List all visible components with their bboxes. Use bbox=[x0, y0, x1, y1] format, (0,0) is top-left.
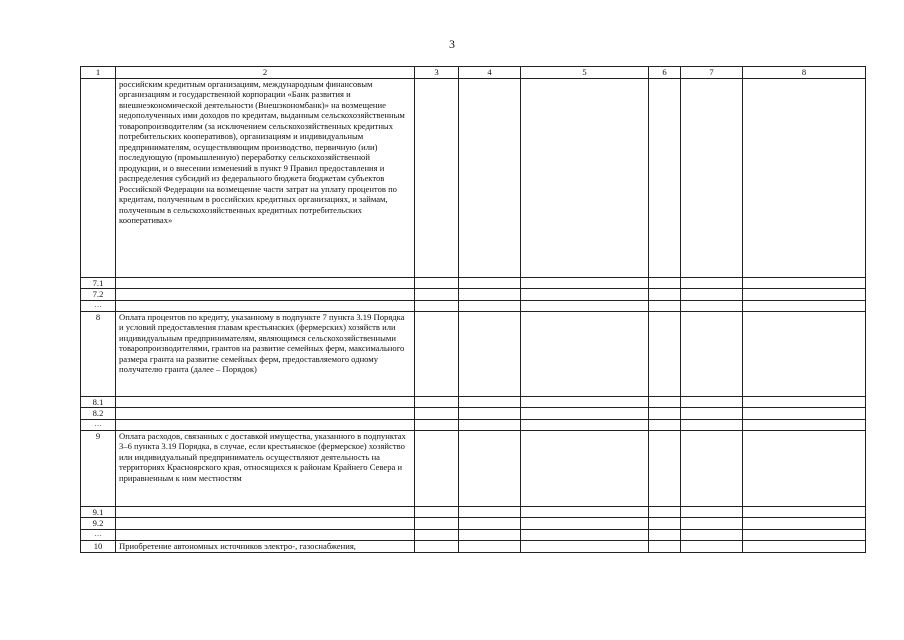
empty-cell-col-7 bbox=[681, 540, 743, 552]
empty-cell-col-5 bbox=[521, 277, 649, 289]
empty-cell-col-3 bbox=[415, 277, 459, 289]
empty-cell-col-8 bbox=[743, 78, 866, 277]
column-header-1: 1 bbox=[81, 67, 116, 79]
empty-cell-col-7 bbox=[681, 300, 743, 311]
empty-cell-col-7 bbox=[681, 518, 743, 530]
empty-cell-col-5 bbox=[521, 529, 649, 540]
row-text-cell bbox=[116, 300, 415, 311]
column-header-7: 7 bbox=[681, 67, 743, 79]
row-number-cell: 8 bbox=[81, 311, 116, 396]
column-header-6: 6 bbox=[649, 67, 681, 79]
empty-cell-col-8 bbox=[743, 300, 866, 311]
table-row bbox=[81, 277, 866, 289]
empty-cell-col-8 bbox=[743, 529, 866, 540]
table-row bbox=[81, 311, 866, 396]
empty-cell-col-4 bbox=[459, 506, 521, 518]
empty-cell-col-3 bbox=[415, 540, 459, 552]
row-number-cell: … bbox=[81, 419, 116, 430]
empty-cell-col-7 bbox=[681, 289, 743, 301]
row-text-cell bbox=[116, 396, 415, 408]
row-text-cell: Приобретение автономных источников электро-, газоснабжения, bbox=[116, 540, 415, 552]
empty-cell-col-5 bbox=[521, 396, 649, 408]
empty-cell-col-8 bbox=[743, 430, 866, 506]
empty-cell-col-3 bbox=[415, 78, 459, 277]
empty-cell-col-7 bbox=[681, 78, 743, 277]
empty-cell-col-4 bbox=[459, 529, 521, 540]
empty-cell-col-6 bbox=[649, 311, 681, 396]
empty-cell-col-6 bbox=[649, 78, 681, 277]
empty-cell-col-4 bbox=[459, 289, 521, 301]
row-number-cell: 8.2 bbox=[81, 408, 116, 420]
empty-cell-col-3 bbox=[415, 419, 459, 430]
row-text-cell bbox=[116, 277, 415, 289]
empty-cell-col-3 bbox=[415, 289, 459, 301]
table-row bbox=[81, 430, 866, 506]
row-text-cell bbox=[116, 529, 415, 540]
column-header-4: 4 bbox=[459, 67, 521, 79]
row-text-cell bbox=[116, 408, 415, 420]
table-row bbox=[81, 408, 866, 420]
empty-cell-col-7 bbox=[681, 311, 743, 396]
row-number-cell: 9 bbox=[81, 430, 116, 506]
empty-cell-col-8 bbox=[743, 408, 866, 420]
empty-cell-col-6 bbox=[649, 277, 681, 289]
empty-cell-col-7 bbox=[681, 408, 743, 420]
row-text-cell bbox=[116, 419, 415, 430]
empty-cell-col-7 bbox=[681, 277, 743, 289]
empty-cell-col-5 bbox=[521, 311, 649, 396]
empty-cell-col-3 bbox=[415, 506, 459, 518]
empty-cell-col-5 bbox=[521, 78, 649, 277]
empty-cell-col-7 bbox=[681, 430, 743, 506]
empty-cell-col-4 bbox=[459, 518, 521, 530]
empty-cell-col-8 bbox=[743, 396, 866, 408]
empty-cell-col-6 bbox=[649, 289, 681, 301]
table-row bbox=[81, 78, 866, 277]
table-row bbox=[81, 540, 866, 552]
table-row bbox=[81, 300, 866, 311]
empty-cell-col-4 bbox=[459, 78, 521, 277]
table-row bbox=[81, 419, 866, 430]
row-number-cell bbox=[81, 78, 116, 277]
table-row bbox=[81, 518, 866, 530]
row-number-cell: 9.2 bbox=[81, 518, 116, 530]
table-header-row bbox=[81, 67, 866, 79]
empty-cell-col-4 bbox=[459, 540, 521, 552]
column-header-5: 5 bbox=[521, 67, 649, 79]
table-row bbox=[81, 506, 866, 518]
empty-cell-col-6 bbox=[649, 518, 681, 530]
empty-cell-col-8 bbox=[743, 311, 866, 396]
empty-cell-col-4 bbox=[459, 430, 521, 506]
empty-cell-col-4 bbox=[459, 300, 521, 311]
row-number-cell: 9.1 bbox=[81, 506, 116, 518]
empty-cell-col-5 bbox=[521, 419, 649, 430]
empty-cell-col-6 bbox=[649, 506, 681, 518]
empty-cell-col-3 bbox=[415, 311, 459, 396]
empty-cell-col-3 bbox=[415, 408, 459, 420]
page-number: 3 bbox=[449, 37, 455, 51]
empty-cell-col-6 bbox=[649, 529, 681, 540]
empty-cell-col-4 bbox=[459, 277, 521, 289]
column-header-3: 3 bbox=[415, 67, 459, 79]
row-text-cell bbox=[116, 506, 415, 518]
row-number-cell: 7.2 bbox=[81, 289, 116, 301]
table-row bbox=[81, 529, 866, 540]
empty-cell-col-4 bbox=[459, 419, 521, 430]
row-text-cell: Оплата расходов, связанных с доставкой имущества, указанного в подпунктах 3–6 пункта 3.19 Порядка, в случае, если крестьянское (фермерское) хозяйство или индивидуальный предприниматель осуществляют деятельность на территориях Красноярского края, относящихся к районам Крайнего Севера и приравненным к ним местностям bbox=[116, 430, 415, 506]
empty-cell-col-6 bbox=[649, 300, 681, 311]
empty-cell-col-7 bbox=[681, 529, 743, 540]
row-text-cell bbox=[116, 289, 415, 301]
empty-cell-col-3 bbox=[415, 529, 459, 540]
table-row bbox=[81, 396, 866, 408]
row-text-cell bbox=[116, 518, 415, 530]
empty-cell-col-5 bbox=[521, 289, 649, 301]
empty-cell-col-3 bbox=[415, 300, 459, 311]
empty-cell-col-3 bbox=[415, 396, 459, 408]
empty-cell-col-6 bbox=[649, 419, 681, 430]
empty-cell-col-3 bbox=[415, 518, 459, 530]
empty-cell-col-6 bbox=[649, 408, 681, 420]
empty-cell-col-8 bbox=[743, 419, 866, 430]
empty-cell-col-7 bbox=[681, 506, 743, 518]
empty-cell-col-5 bbox=[521, 518, 649, 530]
row-number-cell: 10 bbox=[81, 540, 116, 552]
empty-cell-col-5 bbox=[521, 430, 649, 506]
empty-cell-col-8 bbox=[743, 540, 866, 552]
empty-cell-col-4 bbox=[459, 311, 521, 396]
empty-cell-col-3 bbox=[415, 430, 459, 506]
row-number-cell: … bbox=[81, 529, 116, 540]
empty-cell-col-5 bbox=[521, 506, 649, 518]
empty-cell-col-6 bbox=[649, 540, 681, 552]
empty-cell-col-8 bbox=[743, 289, 866, 301]
empty-cell-col-8 bbox=[743, 277, 866, 289]
row-number-cell: 8.1 bbox=[81, 396, 116, 408]
empty-cell-col-7 bbox=[681, 419, 743, 430]
row-text-cell: Оплата процентов по кредиту, указанному в подпункте 7 пункта 3.19 Порядка и условий предоставления главам крестьянских (фермерских) хозяйств или индивидуальным предпринимателям, являющимся сельскохозяйственными товаропроизводителями, грантов на развитие семейных ферм, максимального размера гранта на развитие семейных ферм, предоставляемого одному получателю гранта (далее – Порядок) bbox=[116, 311, 415, 396]
row-number-cell: … bbox=[81, 300, 116, 311]
empty-cell-col-7 bbox=[681, 396, 743, 408]
row-text-cell: российским кредитным организациям, международным финансовым организациям и государственной корпорации «Банк развития и внешнеэкономической деятельности (Внешэкономбанк)» на возмещение недополученных ими доходов по кредитам, выданным сельскохозяйственным товаропроизводителям (за исключением сельскохозяйственных кредитных потребительских кооперативов), организациям и индивидуальным предпринимателям, осуществляющим производство, первичную (или) последующую (промышленную) переработку сельскохозяйственной продукции, и о внесении изменений в пункт 9 Правил предоставления и распределения субсидий из федерального бюджета бюджетам субъектов Российской Федерации на возмещение части затрат на уплату процентов по кредитам, полученным в российских кредитных организациях, и займам, полученным в сельскохозяйственных кредитных потребительских кооперативах» bbox=[116, 78, 415, 277]
table-row bbox=[81, 289, 866, 301]
empty-cell-col-4 bbox=[459, 396, 521, 408]
row-number-cell: 7.1 bbox=[81, 277, 116, 289]
empty-cell-col-6 bbox=[649, 430, 681, 506]
empty-cell-col-8 bbox=[743, 518, 866, 530]
empty-cell-col-5 bbox=[521, 540, 649, 552]
column-header-2: 2 bbox=[116, 67, 415, 79]
empty-cell-col-6 bbox=[649, 396, 681, 408]
empty-cell-col-4 bbox=[459, 408, 521, 420]
empty-cell-col-8 bbox=[743, 506, 866, 518]
document-table bbox=[80, 66, 866, 553]
column-header-8: 8 bbox=[743, 67, 866, 79]
empty-cell-col-5 bbox=[521, 300, 649, 311]
empty-cell-col-5 bbox=[521, 408, 649, 420]
